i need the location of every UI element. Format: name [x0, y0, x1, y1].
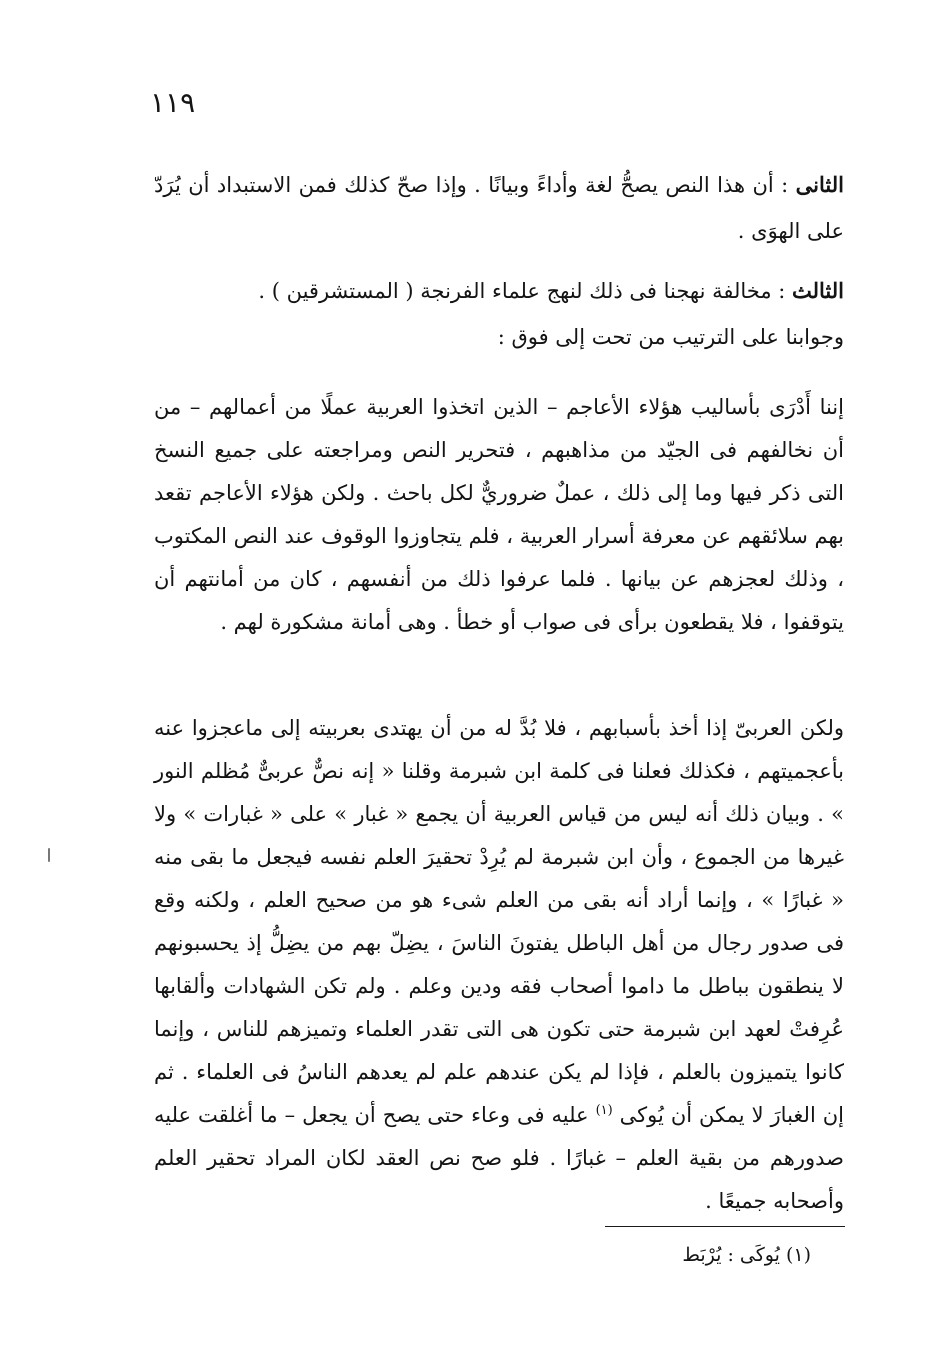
paragraph-lead-word: الثانى — [795, 172, 844, 197]
margin-mark — [48, 848, 50, 862]
footnote-reference: (١) — [595, 1103, 613, 1118]
paragraph-text-line: وجوابنا على الترتيب من تحت إلى فوق : — [497, 325, 844, 349]
paragraph-text: إننا أَدْرَى بأساليب هؤلاء الأعاجم – الذين اتخذوا العربية عملًا من أعمالهم – من أن نخالفهم فى الجيّد من مذاهبهم ، فتحرير النص ومراجعته على جميع النسخ التى ذكر فيها وما إلى ذلك ، عملٌ ضروريٌّ لكل باحث . ولكن هؤلاء الأعاجم تقعد بهم سلائقهم عن معرفة أسرار العربية ، فلم يتجاوزوا الوقوف عند النص المكتوب ، وذلك لعجزهم عن بيانها . فلما عرفوا ذلك من أنفسهم ، كان من أمانتهم أن يتوقفوا ، فلا يقطعون برأى فى صواب أو خطأ . وهى أمانة مشكورة لهم . — [153, 395, 844, 634]
paragraph-third-point — [154, 268, 844, 360]
paragraph-text — [154, 707, 844, 1223]
paragraph-second-point — [154, 162, 844, 254]
paragraph-arabic-reader — [154, 686, 844, 1244]
footnote-divider — [605, 1226, 845, 1227]
paragraph-body: ولكن العربىّ إذا أخذ بأسبابهم ، فلا بُدَّ له من أن يهتدى بعربيته إلى ماعجزوا عنه بأعجميتهم ، فكذلك فعلنا فى كلمة ابن شبرمة وقلنا « إنه نصٌّ عربىٌّ مُظلم النور » . وبيان ذلك أنه ليس من قياس العربية أن يجمع « غبار » على « غبارات » ولا غيرها من الجموع ، وأن ابن شبرمة لم يُرِدْ تحقيرَ العلم نفسه فيجعل ما بقى منه « غبارًا » ، وإنما أراد أنه بقى من العلم شىء هو من صحيح العلم ، ولكنه وقع فى صدور رجال من أهل الباطل يفتونَ الناسَ ، يضِلّ بهم من يضِلُّ إذ يحسبونهم لا ينطقون بباطل ما داموا أصحاب فقه ودين وعلم . ولم تكن الشهادات وألقابها عُرِفتْ لعهد ابن شبرمة حتى تكون هى التى تقدر العلماء وتميزهم للناس ، وإنما كانوا يتميزون بالعلم ، فإذا لم يكن عندهم علم لم يعدهم الناسُ فى العلماء . ثم إن الغبارَ لا يمكن أن يُوكى — [154, 716, 845, 1127]
paragraph-body: : أن هذا النص يصحُّ لغة وأداءً وبيانًا . وإذا صحّ كذلك فمن الاستبداد أن يُرَدّ على الهوَى . — [154, 173, 844, 243]
footnote: (١) يُوكَى : يُرْبَط — [682, 1244, 811, 1266]
paragraph-body-continued: عليه فى وعاء حتى يصح أن يجعل – ما أغلقت عليه صدورهم من بقية العلم – غبارًا . فلو صح نص العقد لكان المراد تحقير العلم وأصحابه جميعًا . — [154, 1103, 844, 1213]
page-number: ١١٩ — [150, 86, 196, 119]
paragraph-body: : مخالفة نهجنا فى ذلك لنهج علماء الفرنجة ( المستشرقين ) . — [258, 279, 792, 303]
paragraph-text — [154, 162, 844, 254]
paragraph-lead-word: الثالث — [792, 278, 844, 303]
paragraph-text — [154, 268, 844, 314]
paragraph-orientalists — [154, 365, 844, 665]
